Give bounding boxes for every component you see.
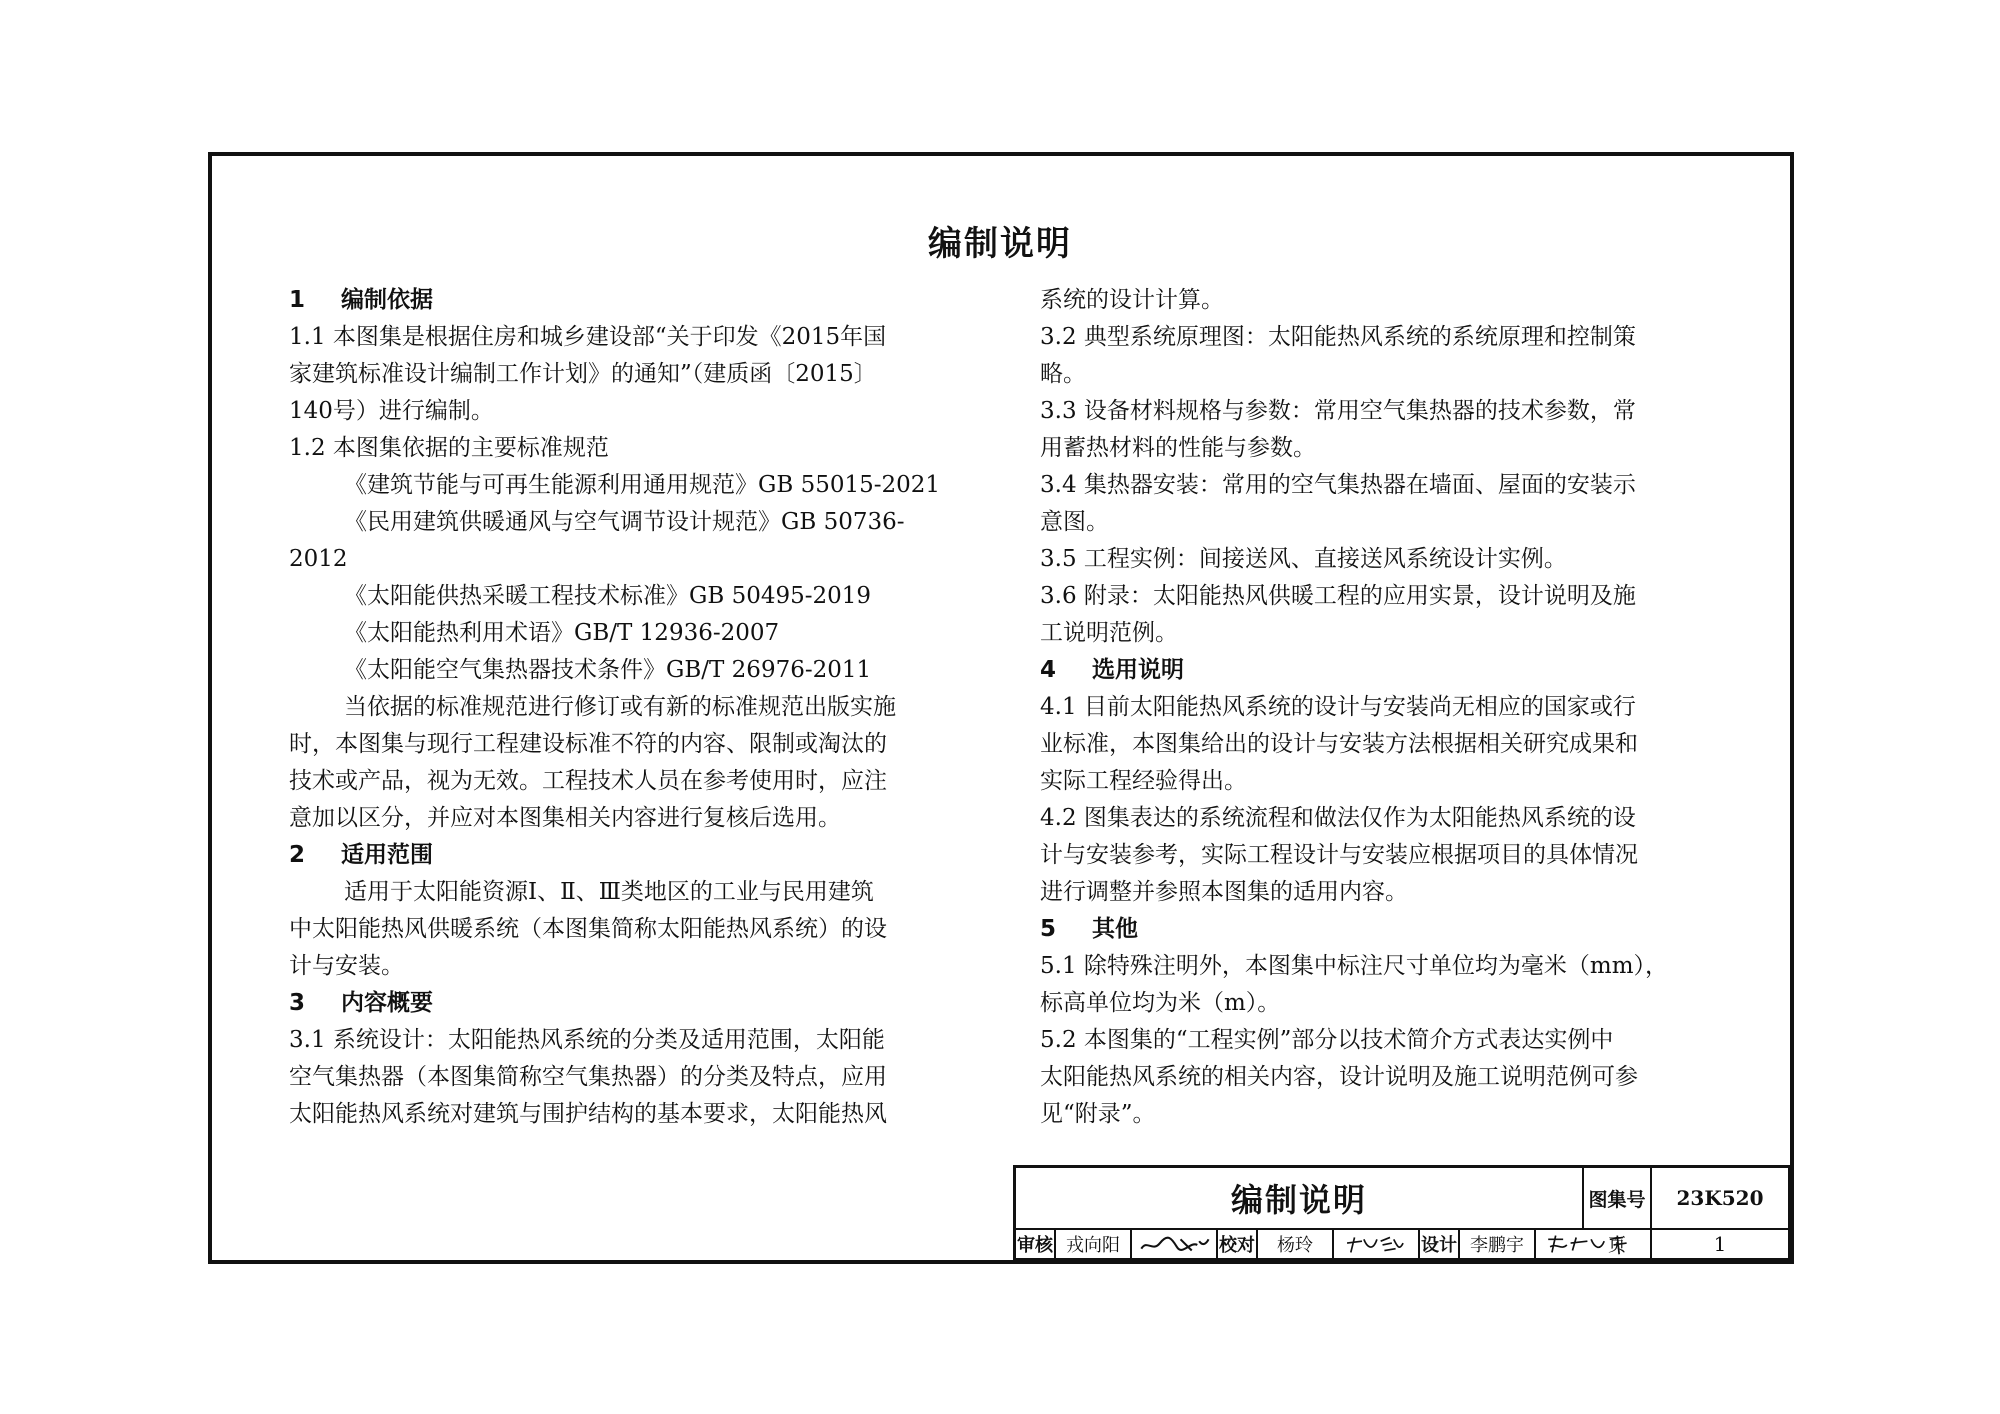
text-line: 3.2 典型系统原理图：太阳能热风系统的系统原理和控制策 [1040,324,1636,350]
section-heading [289,837,944,874]
text-line: 太阳能热风系统的相关内容，设计说明及施工说明范例可参 [1040,1064,1638,1090]
section-number: 1 [289,287,306,313]
page-number: 1 [1652,1230,1790,1260]
section-number: 4 [1040,657,1057,683]
text-line: 3.3 设备材料规格与参数：常用空气集热器的技术参数，常 [1040,398,1636,424]
text-line: 《建筑节能与可再生能源利用通用规范》GB 55015-2021 [344,472,941,498]
check-label: 校对 [1218,1230,1258,1260]
text-line: 见“附录”。 [1040,1101,1156,1127]
section-number: 3 [289,990,306,1016]
text-line: 《太阳能热利用术语》GB/T 12936-2007 [344,620,780,646]
section-number: 2 [289,842,306,868]
text-line: 5.2 本图集的“工程实例”部分以技术简介方式表达实例中 [1040,1027,1614,1053]
section-number: 5 [1040,916,1057,942]
section-title: 其他 [1092,916,1138,942]
text-line: 计与安装。 [289,953,404,979]
text-line: 《民用建筑供暖通风与空气调节设计规范》GB 50736- [344,509,905,535]
text-line: 空气集热器（本图集简称空气集热器）的分类及特点，应用 [289,1064,887,1090]
text-line: 进行调整并参照本图集的适用内容。 [1040,879,1408,905]
atlas-number-label: 图集号 [1584,1168,1652,1230]
designer-name: 李鹏宇 [1460,1230,1536,1260]
design-label: 设计 [1420,1230,1460,1260]
text-line: 技术或产品，视为无效。工程技术人员在参考使用时，应注 [289,768,887,794]
text-line: 意图。 [1040,509,1109,535]
text-line: 太阳能热风系统对建筑与围护结构的基本要求，太阳能热风 [289,1101,887,1127]
text-line: 略。 [1040,361,1086,387]
text-line: 用蓄热材料的性能与参数。 [1040,435,1316,461]
review-label: 审核 [1016,1230,1056,1260]
text-line: 中太阳能热风供暖系统（本图集简称太阳能热风系统）的设 [289,916,887,942]
checker-signature [1334,1230,1420,1260]
text-line: 《太阳能空气集热器技术条件》GB/T 26976-2011 [344,657,872,683]
checker-name: 杨玲 [1258,1230,1334,1260]
text-line: 计与安装参考，实际工程设计与安装应根据项目的具体情况 [1040,842,1638,868]
section-heading [1040,652,1700,689]
text-line: 3.6 附录：太阳能热风供暖工程的应用实景，设计说明及施 [1040,583,1636,609]
text-line: 1.2 本图集依据的主要标准规范 [289,435,609,461]
section-title: 适用范围 [341,842,433,868]
section-heading [289,985,944,1022]
section-title: 内容概要 [341,990,433,1016]
text-line: 140号）进行编制。 [289,398,494,424]
text-line: 4.1 目前太阳能热风系统的设计与安装尚无相应的国家或行 [1040,694,1636,720]
title-block-title: 编制说明 [1016,1168,1584,1230]
reviewer-name: 戎向阳 [1056,1230,1132,1260]
text-line: 4.2 图集表达的系统流程和做法仅作为太阳能热风系统的设 [1040,805,1636,831]
atlas-number: 23K520 [1652,1168,1790,1230]
text-line: 3.5 工程实例：间接送风、直接送风系统设计实例。 [1040,546,1567,572]
section-title: 编制依据 [341,287,433,313]
text-line: 实际工程经验得出。 [1040,768,1247,794]
text-line: 系统的设计计算。 [1040,287,1224,313]
text-line: 适用于太阳能资源Ⅰ、Ⅱ、Ⅲ类地区的工业与民用建筑 [344,879,874,905]
text-line: 5.1 除特殊注明外，本图集中标注尺寸单位均为毫米（mm）， [1040,953,1669,979]
page-label: 页 [1584,1230,1652,1260]
left-column [289,282,944,1133]
text-line: 2012 [289,546,348,572]
text-line: 当依据的标准规范进行修订或有新的标准规范出版实施 [344,694,896,720]
text-line: 意加以区分，并应对本图集相关内容进行复核后选用。 [289,805,841,831]
text-line: 标高单位均为米（m）。 [1040,990,1281,1016]
title-block [1013,1165,1790,1260]
text-line: 3.1 系统设计：太阳能热风系统的分类及适用范围，太阳能 [289,1027,885,1053]
text-line: 业标准，本图集给出的设计与安装方法根据相关研究成果和 [1040,731,1638,757]
text-line: 1.1 本图集是根据住房和城乡建设部“关于印发《2015年国 [289,324,887,350]
text-line: 《太阳能供热采暖工程技术标准》GB 50495-2019 [344,583,872,609]
right-column [1040,282,1700,1133]
text-line: 工说明范例。 [1040,620,1178,646]
text-line: 时，本图集与现行工程建设标准不符的内容、限制或淘汰的 [289,731,887,757]
section-title: 选用说明 [1092,657,1184,683]
reviewer-signature [1132,1230,1218,1260]
page-title: 编制说明 [928,224,1072,264]
section-heading [289,282,944,319]
section-heading [1040,911,1700,948]
text-line: 3.4 集热器安装：常用的空气集热器在墙面、屋面的安装示 [1040,472,1636,498]
text-line: 家建筑标准设计编制工作计划》的通知”（建质函〔2015〕 [289,361,877,387]
